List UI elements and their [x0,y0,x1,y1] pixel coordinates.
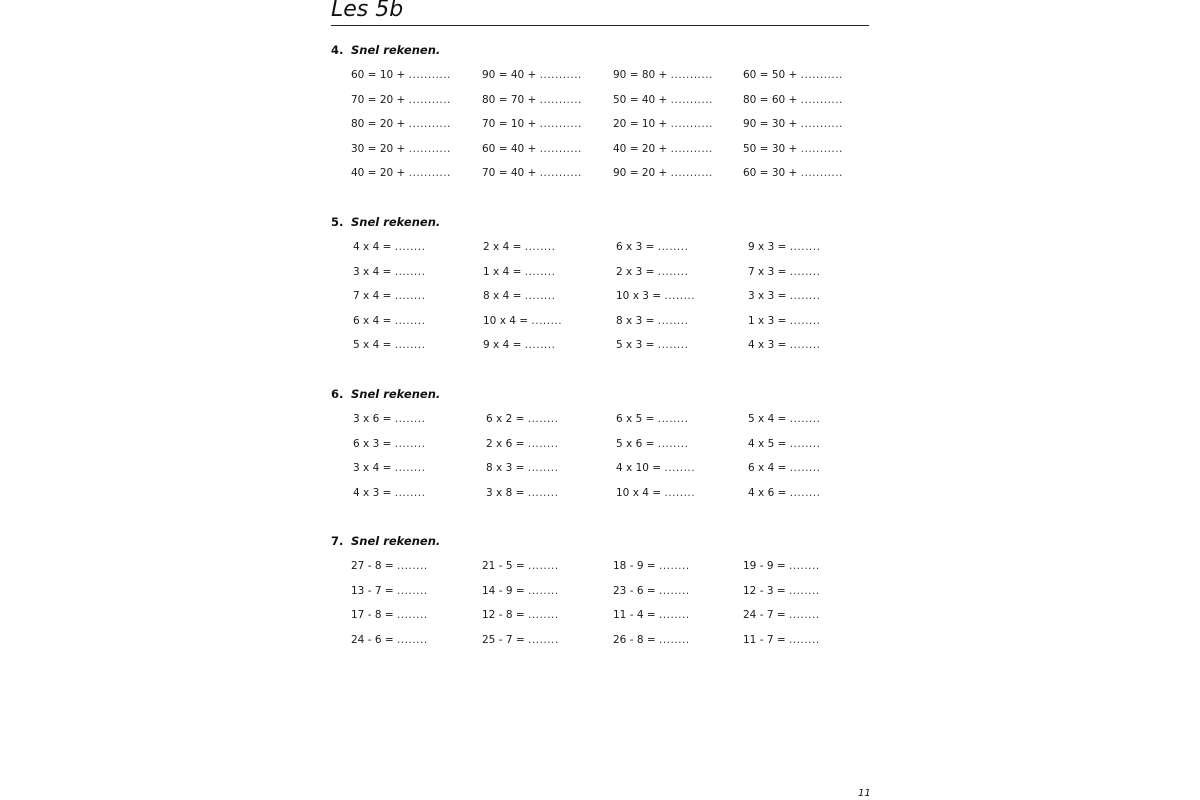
math-problem [748,437,820,451]
problem-text: 23 - 6 = [613,584,659,597]
math-problem [616,289,695,303]
problem-text: 5 x 3 = [616,339,658,352]
math-problem [351,68,451,82]
math-problem [482,117,582,131]
math-problem [743,117,843,131]
problem-text: 1 x 3 = [748,314,790,327]
problem-text: 7 x 3 = [748,265,790,278]
answer-blank[interactable]: ........ [394,486,426,499]
problem-text: 90 = 80 + [613,69,671,81]
math-problem [483,338,555,352]
answer-blank[interactable]: ........... [670,142,713,155]
exercise-title: Snel rekenen. [351,215,441,229]
math-problem [613,608,690,622]
answer-blank[interactable]: ........ [788,609,820,622]
problem-text: 24 - 6 = [351,633,397,646]
problem-text: 11 - 7 = [743,633,789,646]
math-problem [483,289,555,303]
problem-text: 60 = 40 + [482,142,540,155]
problem-text: 6 x 2 = [486,413,528,425]
answer-blank[interactable]: ........... [800,118,843,131]
exercise-number: 6. [331,387,344,401]
answer-blank[interactable]: ........ [527,609,559,622]
math-problem [616,314,688,328]
answer-blank[interactable]: ........... [670,69,713,81]
math-problem [486,461,558,475]
answer-blank[interactable]: ........... [539,142,582,155]
answer-blank[interactable]: ........ [396,609,428,622]
problem-text: 8 x 3 = [616,314,658,327]
problem-text: 6 x 3 = [353,437,395,450]
math-problem [353,412,425,426]
answer-blank[interactable]: ........ [789,413,821,425]
problem-text: 70 = 40 + [482,167,540,180]
answer-blank[interactable]: ........... [539,93,582,106]
problem-text: 4 x 4 = [353,241,395,253]
problem-text: 80 = 20 + [351,118,409,131]
exercise-title: Snel rekenen. [351,387,441,401]
answer-blank[interactable]: ........... [408,142,451,155]
problem-text: 3 x 3 = [748,290,790,303]
problem-text: 4 x 3 = [353,486,395,499]
answer-blank[interactable]: ........ [788,584,820,597]
math-problem [351,559,428,573]
answer-blank[interactable]: ........... [800,167,843,180]
math-problem [351,142,451,156]
exercise-number: 4. [331,43,344,57]
problem-text: 9 x 4 = [483,339,525,352]
problem-text: 2 x 6 = [486,437,528,450]
answer-blank[interactable]: ........ [527,486,559,499]
problem-text: 4 x 3 = [748,339,790,352]
answer-blank[interactable]: ........ [657,241,689,253]
math-problem [482,142,582,156]
answer-blank[interactable]: ........ [789,314,821,327]
answer-blank[interactable]: ........ [527,413,559,425]
math-problem [748,412,820,426]
answer-blank[interactable]: ........ [396,633,428,646]
answer-blank[interactable]: ........ [527,584,559,597]
exercise-heading [331,386,440,402]
page-header [331,0,869,26]
problem-text: 90 = 20 + [613,167,671,180]
math-problem [743,93,843,107]
math-problem [482,559,559,573]
math-problem [743,608,820,622]
answer-blank[interactable]: ........ [394,462,426,475]
math-problem [353,240,425,254]
problem-text: 4 x 6 = [748,486,790,499]
answer-blank[interactable]: ........ [527,462,559,475]
problem-text: 20 = 10 + [613,118,671,131]
answer-blank[interactable]: ........... [539,69,582,81]
problem-text: 6 x 4 = [748,462,790,475]
problem-text: 18 - 9 = [613,560,659,572]
math-problem [353,338,425,352]
answer-blank[interactable]: ........ [664,462,696,475]
exercise-title: Snel rekenen. [351,534,441,548]
math-problem [613,633,690,647]
problem-text: 30 = 20 + [351,142,409,155]
answer-blank[interactable]: ........ [658,633,690,646]
problem-text: 2 x 4 = [483,241,525,253]
answer-blank[interactable]: ........... [670,167,713,180]
problem-text: 26 - 8 = [613,633,659,646]
lesson-title: Les 5b [331,0,404,22]
problem-text: 6 x 5 = [616,413,658,425]
math-problem [616,486,695,500]
answer-blank[interactable]: ........ [524,265,556,278]
problem-text: 3 x 6 = [353,413,395,425]
answer-blank[interactable]: ........ [657,265,689,278]
math-problem [482,68,582,82]
math-problem [616,461,695,475]
answer-blank[interactable]: ........... [539,118,582,131]
math-problem [616,437,688,451]
problem-text: 25 - 7 = [482,633,528,646]
problem-text: 90 = 40 + [482,69,540,81]
problem-text: 4 x 5 = [748,437,790,450]
math-problem [482,608,559,622]
problem-text: 70 = 20 + [351,93,409,106]
answer-blank[interactable]: ........ [527,633,559,646]
math-problem [482,166,582,180]
math-problem [483,314,562,328]
answer-blank[interactable]: ........ [664,290,696,303]
problem-text: 60 = 10 + [351,69,409,81]
answer-blank[interactable]: ........ [394,290,426,303]
problem-text: 50 = 40 + [613,93,671,106]
answer-blank[interactable]: ........ [657,339,689,352]
problem-text: 11 - 4 = [613,609,659,622]
math-problem [353,486,425,500]
problem-text: 8 x 4 = [483,290,525,303]
math-problem [613,68,713,82]
math-problem [743,559,820,573]
problem-text: 9 x 3 = [748,241,790,253]
answer-blank[interactable]: ........ [396,560,428,572]
problem-text: 7 x 4 = [353,290,395,303]
answer-blank[interactable]: ........ [788,633,820,646]
math-problem [748,486,820,500]
math-problem [616,265,688,279]
math-problem [353,437,425,451]
problem-text: 3 x 8 = [486,486,528,499]
problem-text: 50 = 30 + [743,142,801,155]
math-problem [486,437,558,451]
answer-blank[interactable]: ........ [394,314,426,327]
answer-blank[interactable]: ........ [527,560,559,572]
answer-blank[interactable]: ........ [394,241,426,253]
math-problem [353,289,425,303]
problem-text: 5 x 6 = [616,437,658,450]
answer-blank[interactable]: ........... [670,93,713,106]
exercise-number: 7. [331,534,344,548]
answer-blank[interactable]: ........... [800,93,843,106]
exercise-heading [331,214,440,230]
math-problem [743,166,843,180]
answer-blank[interactable]: ........ [658,560,690,572]
math-problem [353,314,425,328]
answer-blank[interactable]: ........ [658,584,690,597]
math-problem [613,584,690,598]
answer-blank[interactable]: ........... [408,167,451,180]
math-problem [748,314,820,328]
answer-blank[interactable]: ........... [800,142,843,155]
problem-text: 70 = 10 + [482,118,540,131]
problem-text: 6 x 4 = [353,314,395,327]
problem-text: 1 x 4 = [483,265,525,278]
answer-blank[interactable]: ........ [789,290,821,303]
answer-blank[interactable]: ........ [394,265,426,278]
problem-text: 12 - 8 = [482,609,528,622]
math-problem [616,338,688,352]
math-problem [351,166,451,180]
answer-blank[interactable]: ........ [789,241,821,253]
math-problem [483,240,555,254]
exercise-heading [331,533,440,549]
math-problem [351,633,428,647]
math-problem [351,117,451,131]
math-problem [616,412,688,426]
exercise-number: 5. [331,215,344,229]
math-problem [353,265,425,279]
math-problem [748,338,820,352]
math-problem [613,93,713,107]
math-problem [748,240,820,254]
problem-text: 19 - 9 = [743,560,789,572]
problem-text: 4 x 10 = [616,462,665,475]
problem-text: 80 = 60 + [743,93,801,106]
problem-text: 10 x 3 = [616,290,665,303]
exercise-title: Snel rekenen. [351,43,441,57]
problem-text: 27 - 8 = [351,560,397,572]
problem-text: 10 x 4 = [616,486,665,499]
math-problem [743,142,843,156]
problem-text: 40 = 20 + [351,167,409,180]
math-problem [353,461,425,475]
problem-text: 21 - 5 = [482,560,528,572]
math-problem [483,265,555,279]
math-problem [613,117,713,131]
problem-text: 2 x 3 = [616,265,658,278]
page-number: 11 [858,788,871,799]
answer-blank[interactable]: ........ [789,265,821,278]
answer-blank[interactable]: ........... [408,69,451,81]
problem-text: 90 = 30 + [743,118,801,131]
math-problem [486,412,558,426]
answer-blank[interactable]: ........ [394,437,426,450]
answer-blank[interactable]: ........... [539,167,582,180]
answer-blank[interactable]: ........ [524,241,556,253]
answer-blank[interactable]: ........ [394,413,426,425]
answer-blank[interactable]: ........... [670,118,713,131]
answer-blank[interactable]: ........ [527,437,559,450]
answer-blank[interactable]: ........ [664,486,696,499]
answer-blank[interactable]: ........... [408,93,451,106]
answer-blank[interactable]: ........ [789,486,821,499]
math-problem [482,584,559,598]
answer-blank[interactable]: ........ [524,339,556,352]
answer-blank[interactable]: ........ [524,290,556,303]
answer-blank[interactable]: ........ [658,609,690,622]
answer-blank[interactable]: ........ [531,314,563,327]
math-problem [743,584,820,598]
math-problem [748,265,820,279]
math-problem [613,559,690,573]
math-problem [743,68,843,82]
problem-text: 13 - 7 = [351,584,397,597]
answer-blank[interactable]: ........ [396,584,428,597]
problem-text: 14 - 9 = [482,584,528,597]
answer-blank[interactable]: ........ [394,339,426,352]
problem-text: 24 - 7 = [743,609,789,622]
exercise-heading [331,42,440,58]
answer-blank[interactable]: ........ [789,462,821,475]
problem-text: 17 - 8 = [351,609,397,622]
math-problem [351,93,451,107]
math-problem [613,142,713,156]
problem-text: 60 = 30 + [743,167,801,180]
answer-blank[interactable]: ........ [789,437,821,450]
problem-text: 80 = 70 + [482,93,540,106]
problem-text: 5 x 4 = [748,413,790,425]
problem-text: 12 - 3 = [743,584,789,597]
math-problem [482,93,582,107]
problem-text: 3 x 4 = [353,462,395,475]
math-problem [613,166,713,180]
problem-text: 3 x 4 = [353,265,395,278]
math-problem [748,289,820,303]
answer-blank[interactable]: ........ [657,314,689,327]
answer-blank[interactable]: ........ [657,437,689,450]
math-problem [351,584,428,598]
math-problem [482,633,559,647]
math-problem [748,461,820,475]
problem-text: 10 x 4 = [483,314,532,327]
problem-text: 8 x 3 = [486,462,528,475]
problem-text: 40 = 20 + [613,142,671,155]
answer-blank[interactable]: ........ [789,339,821,352]
answer-blank[interactable]: ........ [657,413,689,425]
answer-blank[interactable]: ........... [408,118,451,131]
math-problem [616,240,688,254]
math-problem [743,633,820,647]
answer-blank[interactable]: ........... [800,69,843,81]
math-problem [351,608,428,622]
math-problem [486,486,558,500]
answer-blank[interactable]: ........ [788,560,820,572]
problem-text: 5 x 4 = [353,339,395,352]
problem-text: 6 x 3 = [616,241,658,253]
problem-text: 60 = 50 + [743,69,801,81]
